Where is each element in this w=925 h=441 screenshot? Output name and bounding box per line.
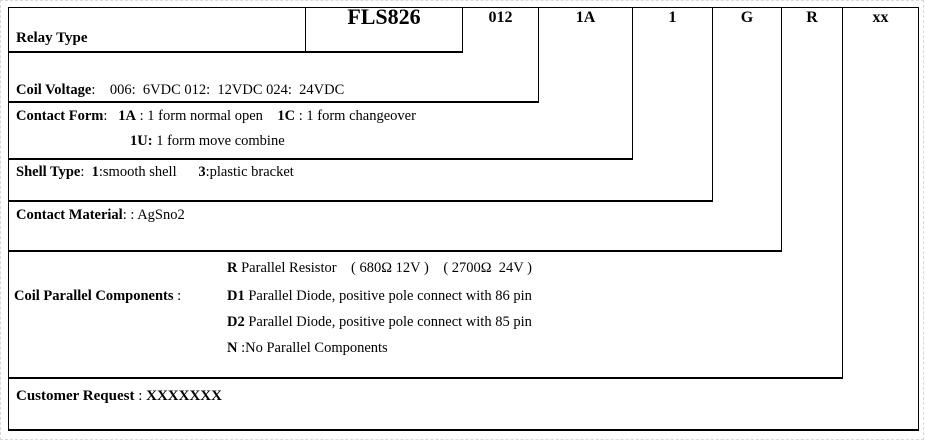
relay-type-label: Relay Type [16, 30, 88, 46]
coil-parallel-option-r: R Parallel Resistor ( 680Ω 12V ) ( 2700Ω 24V ) [227, 260, 532, 276]
border-bottom [8, 429, 919, 431]
coil-parallel-label: Coil Parallel Components : [14, 288, 182, 304]
divider-coil-parallel [8, 377, 843, 379]
coil-parallel-option-n: N :No Parallel Components [227, 340, 388, 356]
divider-relay-type [8, 51, 463, 53]
column-line-contact-form-right [632, 7, 633, 160]
code-customer-request: xx [872, 9, 889, 26]
column-line-contact-material-right [781, 7, 782, 252]
code-shell-type: 1 [668, 9, 677, 26]
border-right [918, 7, 919, 431]
customer-request-row: Customer Request : XXXXXXX [16, 388, 222, 404]
code-coil-parallel: R [806, 9, 818, 26]
model-number: FLS826 [347, 4, 421, 29]
shell-type-row: Shell Type: 1:smooth shell 3:plastic bracket [16, 164, 294, 180]
contact-form-row-line2: 1U: 1 form move combine [130, 133, 285, 149]
column-line-coil-parallel-right [842, 7, 843, 379]
divider-coil-voltage [8, 101, 539, 103]
code-contact-form: 1A [575, 9, 596, 26]
border-left [8, 7, 9, 431]
coil-voltage-row: Coil Voltage: 006: 6VDC 012: 12VDC 024: 24VDC [16, 82, 345, 98]
contact-form-row-line1: Contact Form: 1A : 1 form normal open 1C : 1 form changeover [16, 108, 416, 124]
border-top [8, 7, 919, 8]
code-coil-voltage: 012 [488, 9, 513, 26]
divider-shell-type [8, 200, 713, 202]
coil-parallel-option-d1: D1 Parallel Diode, positive pole connect with 86 pin [227, 288, 532, 304]
code-contact-material: G [740, 9, 754, 26]
contact-material-row: Contact Material: : AgSno2 [16, 207, 185, 223]
divider-contact-material [8, 250, 782, 252]
coil-parallel-option-d2: D2 Parallel Diode, positive pole connect with 85 pin [227, 314, 532, 330]
column-line-shell-type-right [712, 7, 713, 202]
divider-contact-form [8, 158, 633, 160]
